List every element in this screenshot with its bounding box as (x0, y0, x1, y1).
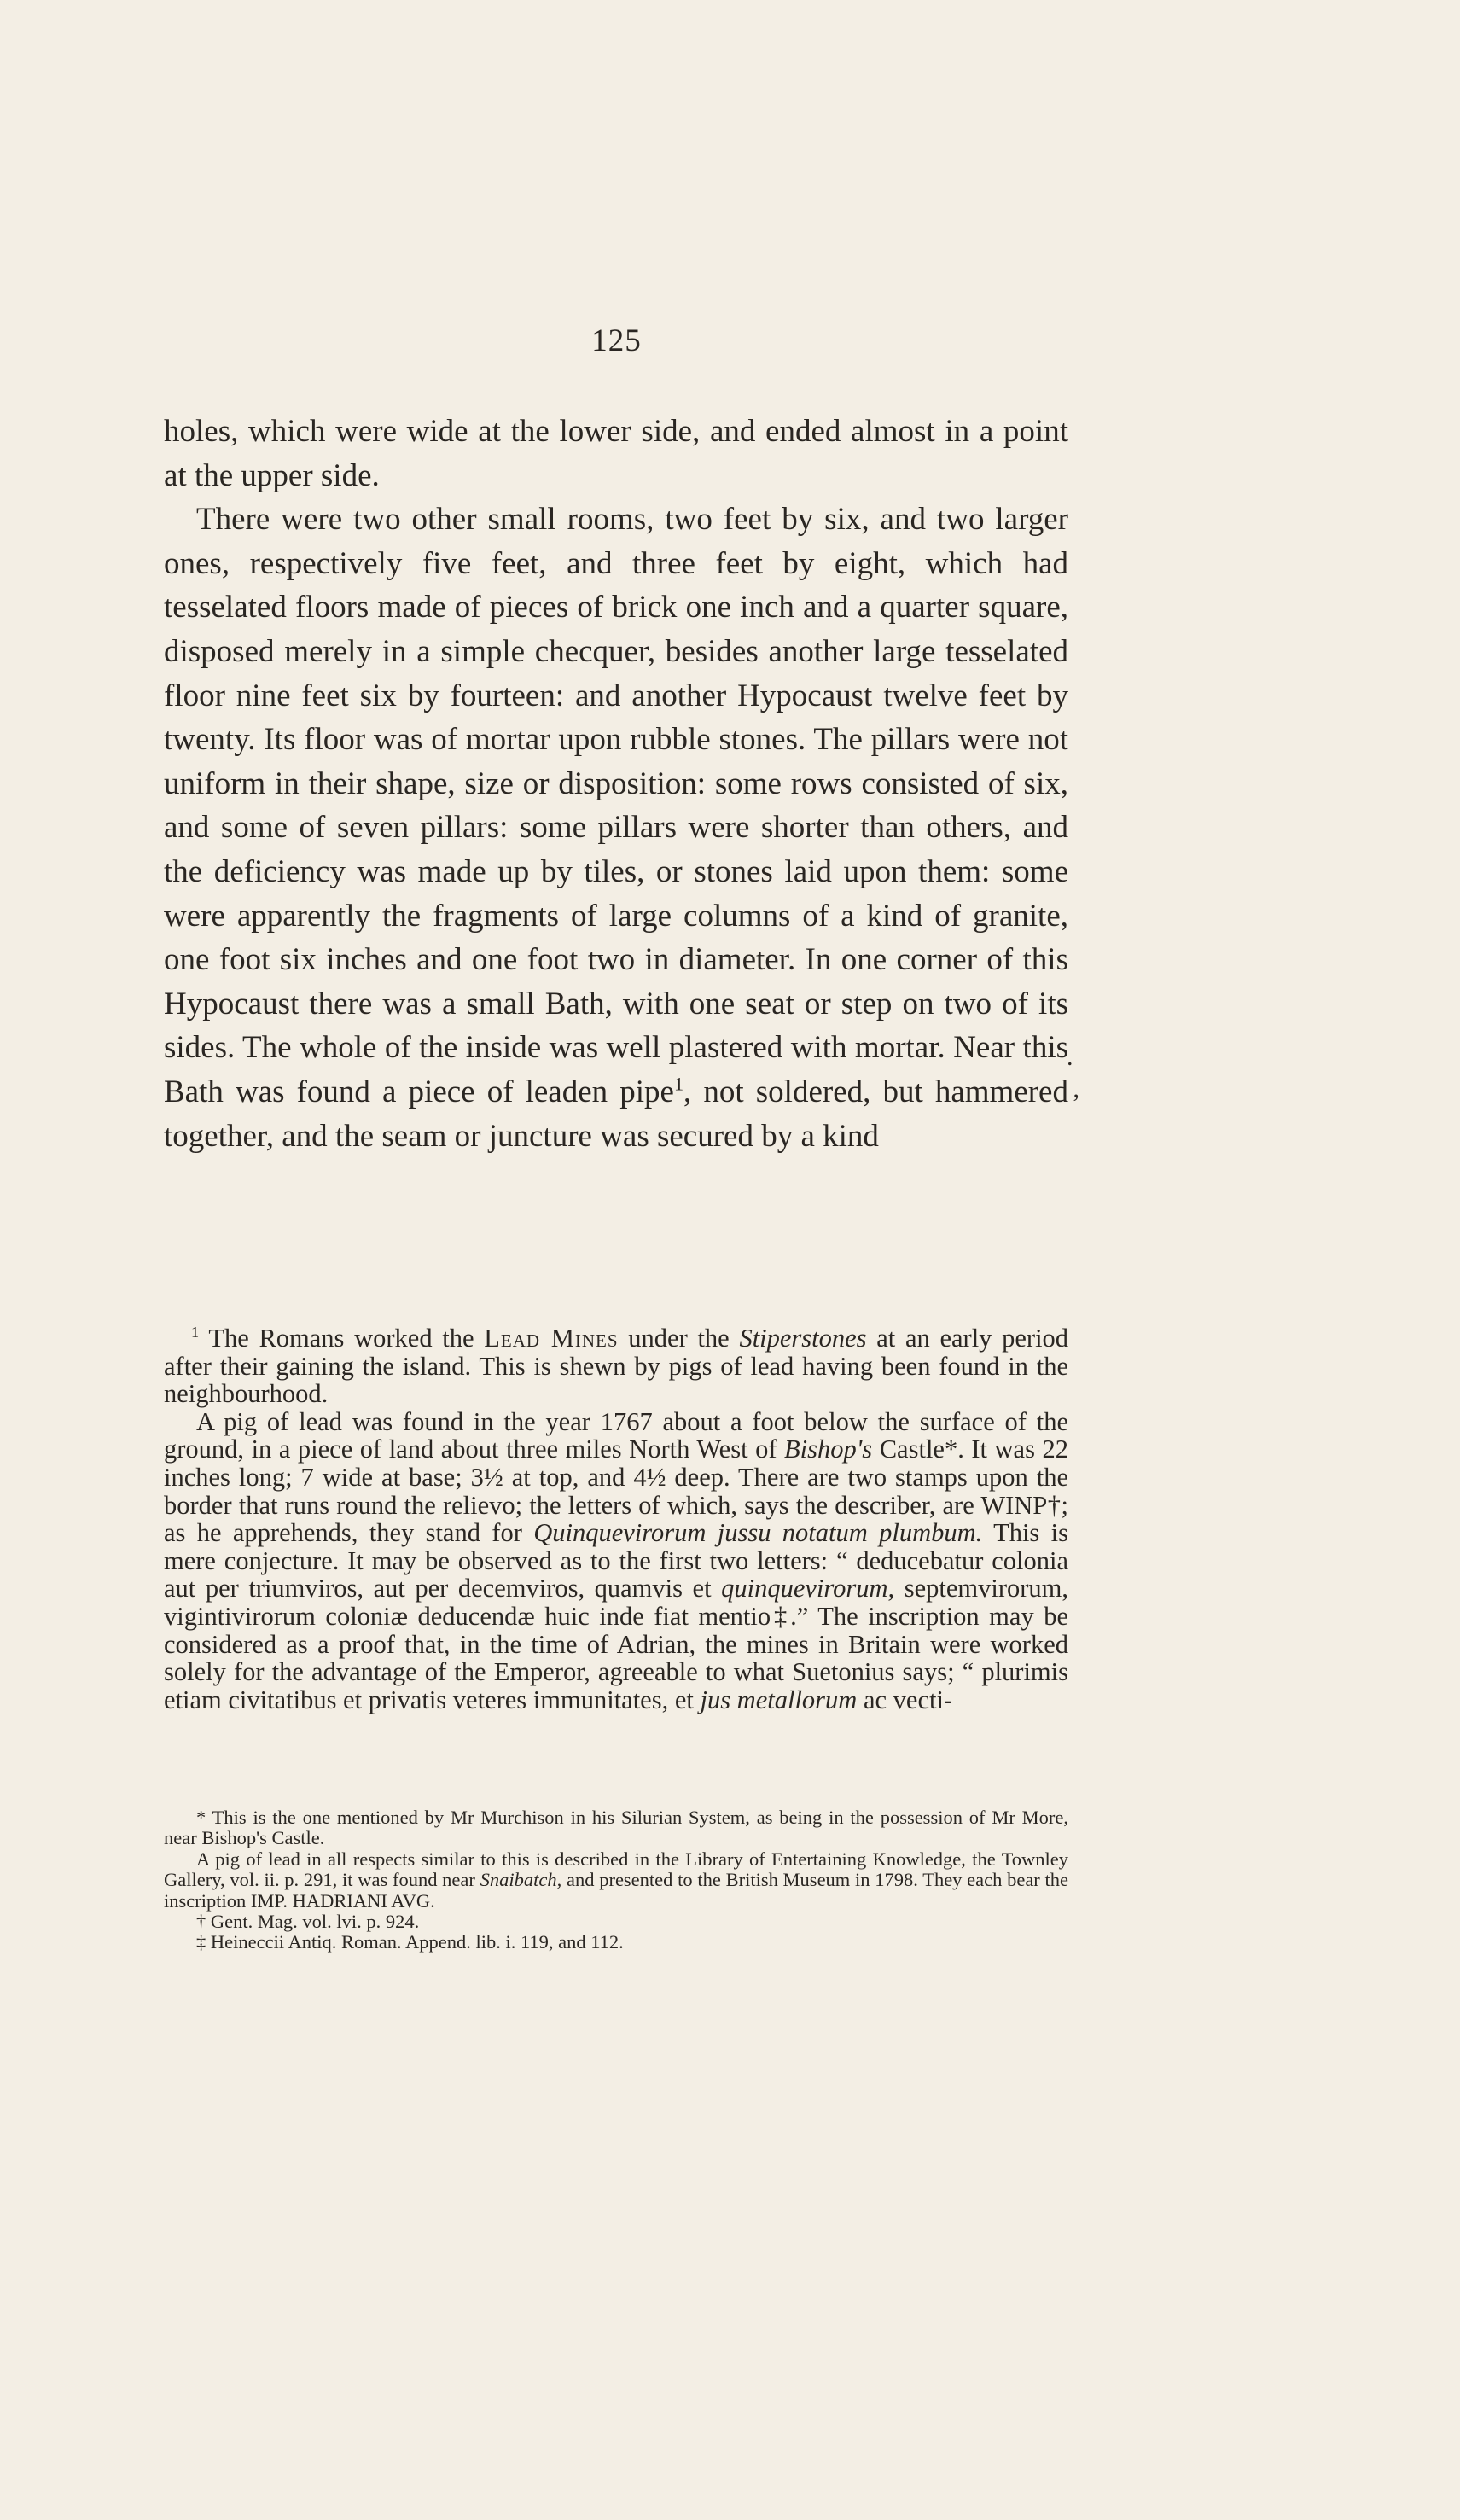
paragraph-2 (164, 498, 1068, 1158)
margin-mark-2: ’ (1072, 1089, 1080, 1117)
stiperstones-term: Stiperstones (739, 1324, 867, 1353)
sub-footnotes (164, 1807, 1068, 1953)
footnote-1-intro: The Romans worked the (208, 1324, 474, 1353)
footnote-1-rest: at an early period after their gaining the island. This is shewn by pigs of lead having been found in the neighbourhood. (164, 1324, 1069, 1409)
footnote-1-under: under the (628, 1324, 730, 1353)
bishops-term: Bishop's (784, 1435, 873, 1464)
footnote-1-marker: 1 (191, 1323, 200, 1341)
subnote-double-dagger: ‡ Heineccii Antiq. Roman. Append. lib. i. 119, and 112. (196, 1931, 624, 1953)
page-number: 125 (591, 323, 642, 358)
footnote-ref-1: 1 (673, 1073, 684, 1095)
footnote-1-para-2 (164, 1408, 1068, 1714)
subnote-dagger: † Gent. Mag. vol. lvi. p. 924. (196, 1911, 420, 1933)
lead-mines-term: Lead Mines (484, 1324, 619, 1353)
footnote-1-text-e: ac vecti- (863, 1685, 953, 1714)
footnote-1-text-a: A pig of lead was found in the year 1767 about a foot below the surface of the ground, in a piece of land about three miles North West of (164, 1406, 1068, 1464)
footnote-1-text-d: septemvirorum, vigintivirorum coloniæ deducendæ huic inde fiat mentio‡.” The inscription may be considered as a proof that, in the time of Adrian, the mines in Britain were worked solely for the advantage of the Emperor, agreeable to what Suetonius says; “ plurimis etiam civitatibus et privatis veteres immunitates, et (164, 1574, 1069, 1714)
paragraph-1-text: holes, which were wide at the lower side, and ended almost in a point at the upper side. (164, 414, 1068, 493)
paragraph-2-text-a: There were two other small rooms, two feet by six, and two larger ones, respectively five feet, and three feet by eight, which had tesselated floors made of pieces of brick one inch and a quarter square, disposed merely in a simple checquer, besides another large tesselated floor nine feet six by fourteen: and another Hypocaust twelve feet by twenty. Its floor was of mortar upon rubble stones. The pillars were not uniform in their shape, size or disposition: some rows consisted of six, and some of seven pillars: some pillars were shorter than others, and the deficiency was made up by tiles, or stones laid upon them: some were apparently the fragments of large columns of a kind of granite, one foot six inches and one foot two in diameter. In one corner of this Hypocaust there was a small Bath, with one seat or step on two of its sides. The whole of the inside was well plastered with mortar. Near this Bath was found a piece of leaden pipe (164, 502, 1068, 1109)
quinquevirorum-word: quinquevirorum, (721, 1574, 895, 1603)
snaibatch-term: Snaibatch, (480, 1869, 562, 1891)
subnote-pig-b: and presented to the British Museum in 1798. They each bear the inscription IMP. HADRIANI AVG. (164, 1869, 1069, 1912)
quinquevirorum-phrase: Quinquevirorum jussu notatum plumbum. (533, 1518, 983, 1548)
footnote-1-text-c: This is mere conjecture. It may be observed as to the first two letters: “ deducebatur colonia aut per triumviros, aut per decemviros, quamvis et (164, 1518, 1068, 1603)
footnote-1-para-1 (164, 1324, 1068, 1408)
paragraph-2-text-b: , not soldered, but hammered together, and the seam or juncture was secured by a kind (164, 1074, 1068, 1154)
footnote-1 (164, 1324, 1068, 1714)
subnote-pig-a: A pig of lead in all respects similar to this is described in the Library of Entertaining Knowledge, the Townley Gallery, vol. ii. p. 291, it was found near (164, 1848, 1068, 1891)
subnote-star: * This is the one mentioned by Mr Murchison in his Silurian System, as being in the possession of Mr More, near Bishop's Castle. (164, 1807, 1068, 1849)
paragraph-1 (164, 410, 1068, 498)
subnote-star-cont (164, 1849, 1068, 1912)
footnote-1-text-b: Castle*. It was 22 inches long; 7 wide at base; 3½ at top, and 4½ deep. There are two stamps upon the border that runs round the relievo; the letters of which, says the describer, are WINP†; as he apprehends, they stand for (164, 1435, 1069, 1548)
margin-mark-1: . (1067, 1043, 1073, 1071)
jus-metallorum-term: jus metallorum (700, 1685, 858, 1714)
main-text (164, 410, 1068, 1158)
